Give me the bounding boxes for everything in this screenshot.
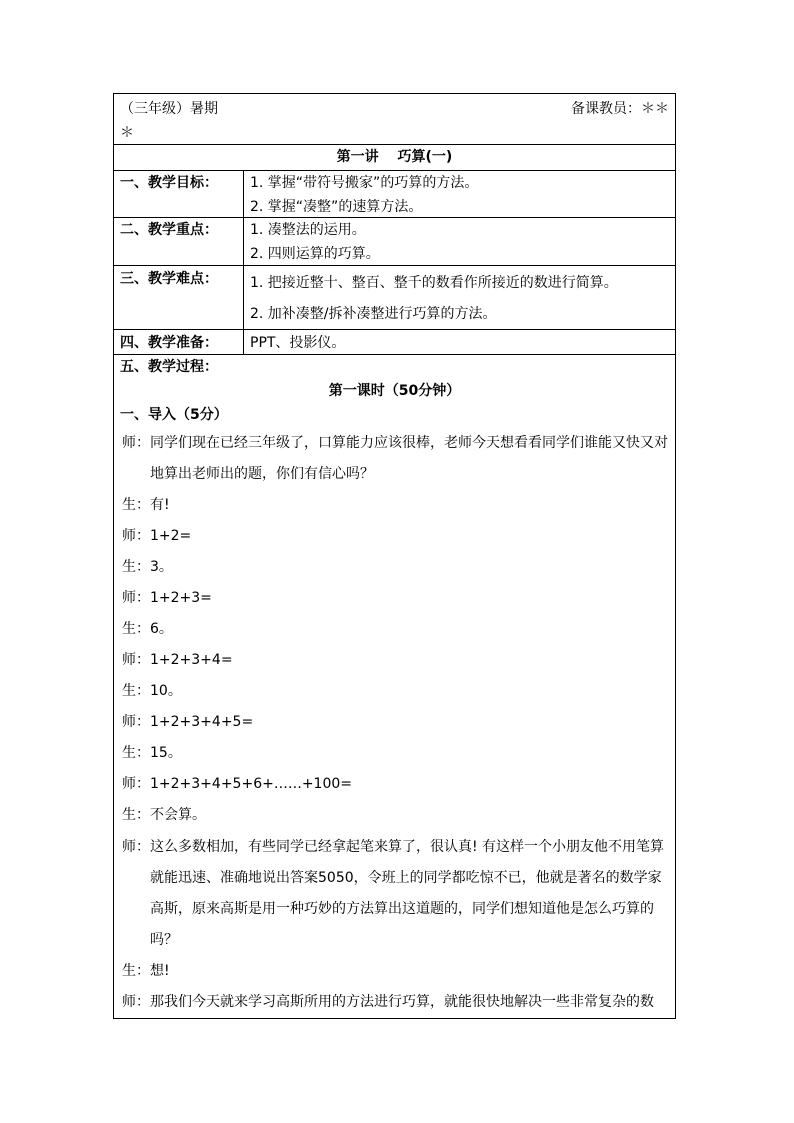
dialogue-text: 这么多数相加，有些同学已经拿起笔来算了，很认真! 有这样一个小朋友他不用笔算就能迅速、准确地说出答案5050，令班上的同学都吃惊不已，他就是著名的数学家高斯，原来高斯是用一种巧妙的方法算出这道题的，同学们想知道他是怎么巧算的吗？ — [150, 839, 665, 948]
period-title: 第一课时（50分钟） — [328, 383, 461, 399]
grade-term-label: （三年级）暑期 — [120, 101, 218, 117]
dialogue-line — [122, 800, 670, 831]
dialogue-line — [122, 676, 670, 707]
lesson-title: 第一讲 巧算(一) — [336, 149, 453, 165]
speaker-label: 师： — [122, 994, 150, 1010]
difficulty-item: 2. 加补凑整/拆补凑整进行巧算的方法。 — [250, 306, 497, 322]
dialogue-line — [122, 769, 670, 800]
objective-item: 1. 掌握“带符号搬家”的巧算的方法。 — [250, 175, 479, 191]
dialogue-line — [122, 956, 670, 987]
speaker-label: 生： — [122, 745, 150, 761]
speaker-label: 师： — [122, 652, 150, 668]
dialogue-text: 1+2= — [150, 528, 192, 544]
speaker-label: 生： — [122, 559, 150, 575]
preparation-value: PPT、投影仪。 — [250, 335, 346, 351]
preparer-wrap-label: ＊ — [120, 125, 134, 141]
dialogue-line — [122, 428, 670, 490]
key-point-item: 1. 凑整法的运用。 — [250, 222, 366, 238]
dialogue-line — [122, 583, 670, 614]
dialogue-text: 1+2+3+4+5+6+……+100= — [150, 776, 353, 792]
divider — [114, 217, 675, 218]
label-column-divider — [243, 170, 244, 354]
dialogue-text: 有! — [150, 497, 170, 513]
dialogue-text: 不会算。 — [150, 807, 206, 823]
speaker-label: 生： — [122, 963, 150, 979]
dialogue-text: 1+2+3+4= — [150, 652, 233, 668]
preparer-label: 备课教员：＊＊ — [571, 101, 669, 117]
difficulties-label: 三、教学难点： — [120, 271, 218, 287]
divider — [114, 144, 675, 145]
dialogue-text: 10。 — [150, 683, 182, 699]
dialogue-line — [122, 490, 670, 521]
dialogue-text: 1+2+3+4+5= — [150, 714, 254, 730]
dialogue-text: 6。 — [150, 621, 173, 637]
speaker-label: 师： — [122, 435, 150, 451]
speaker-label: 生： — [122, 621, 150, 637]
dialogue-text: 3。 — [150, 559, 173, 575]
divider — [114, 329, 675, 330]
dialogue-text: 想! — [150, 963, 170, 979]
dialogue-text: 同学们现在已经三年级了，口算能力应该很棒，老师今天想看看同学们谁能又快又对地算出老师出的题，你们有信心吗？ — [150, 435, 668, 482]
preparation-label: 四、教学准备： — [120, 335, 218, 351]
divider — [114, 354, 675, 355]
key-points-label: 二、教学重点： — [120, 222, 218, 238]
dialogue-line — [122, 707, 670, 738]
speaker-label: 师： — [122, 528, 150, 544]
objectives-label: 一、教学目标： — [120, 175, 218, 191]
dialogue-line — [122, 645, 670, 676]
speaker-label: 生： — [122, 497, 150, 513]
speaker-label: 师： — [122, 776, 150, 792]
divider — [114, 265, 675, 266]
dialogue-line — [122, 987, 670, 1018]
dialogue-line — [122, 552, 670, 583]
dialogue-text: 那我们今天就来学习高斯所用的方法进行巧算，就能很快地解决一些非常复杂的数 — [150, 994, 654, 1010]
part-heading: 一、导入（5分） — [120, 407, 228, 423]
dialogue-line — [122, 521, 670, 552]
dialogue-line — [122, 832, 670, 956]
dialogue-line — [122, 738, 670, 769]
speaker-label: 生： — [122, 683, 150, 699]
divider — [114, 170, 675, 171]
speaker-label: 师： — [122, 714, 150, 730]
difficulty-item: 1. 把接近整十、整百、整千的数看作所接近的数进行简算。 — [250, 275, 618, 291]
lesson-plan-document — [113, 93, 676, 1019]
objective-item: 2. 掌握“凑整”的速算方法。 — [250, 199, 423, 215]
dialogue-text: 15。 — [150, 745, 182, 761]
process-label: 五、教学过程： — [120, 359, 218, 375]
key-point-item: 2. 四则运算的巧算。 — [250, 246, 380, 262]
speaker-label: 师： — [122, 590, 150, 606]
dialogue-line — [122, 614, 670, 645]
dialogue-text: 1+2+3= — [150, 590, 212, 606]
speaker-label: 生： — [122, 807, 150, 823]
speaker-label: 师： — [122, 839, 150, 855]
